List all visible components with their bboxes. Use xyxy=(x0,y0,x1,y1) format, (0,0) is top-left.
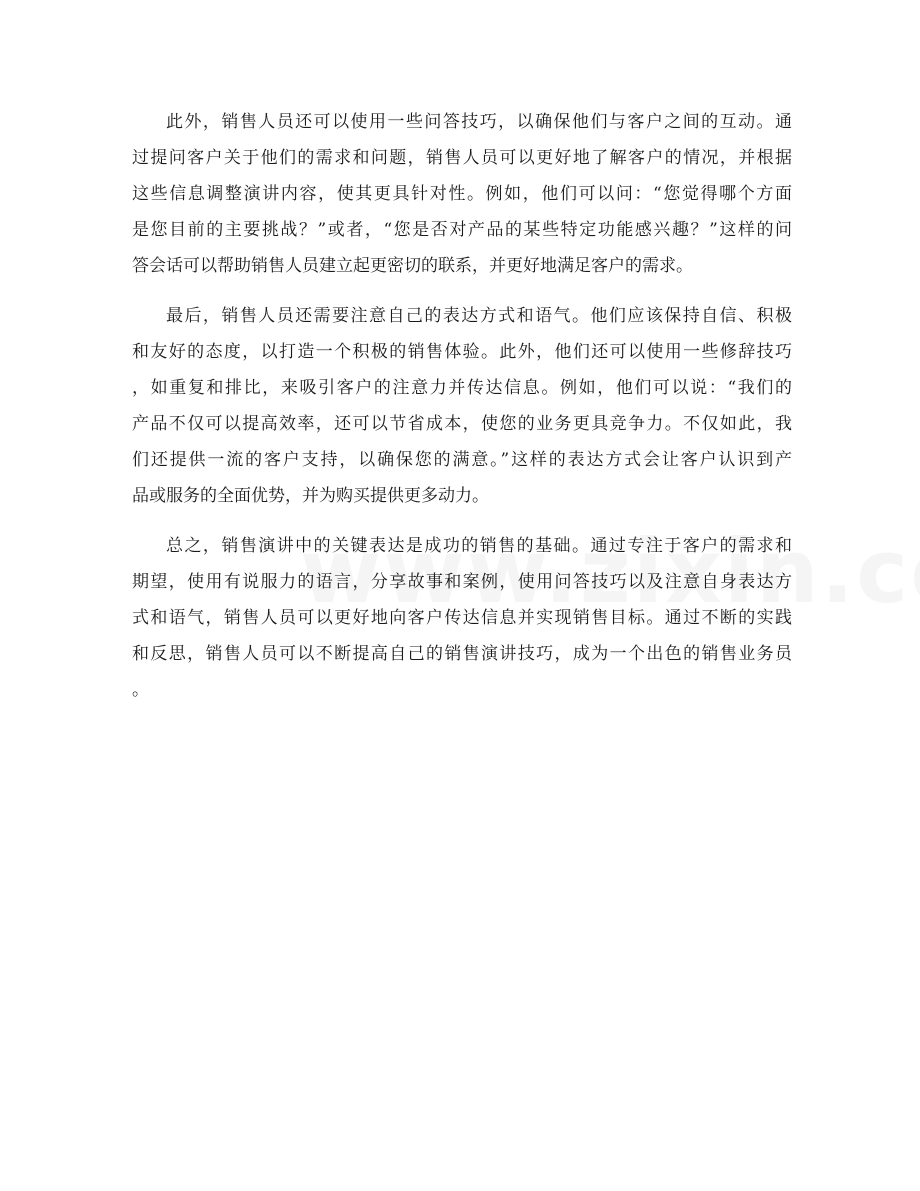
paragraph-line: 式和语气，销售人员可以更好地向客户传达信息并实现销售目标。通过不断的实践 xyxy=(132,608,792,628)
paragraph-line: 和友好的态度，以打造一个积极的销售体验。此外，他们还可以使用一些修辞技巧 xyxy=(132,342,792,362)
paragraph-line: 和反思，销售人员可以不断提高自己的销售演讲技巧，成为一个出色的销售业务员 xyxy=(132,644,792,664)
paragraph-line: 是您目前的主要挑战？”或者，“您是否对产品的某些特定功能感兴趣？”这样的问 xyxy=(132,220,792,240)
document-body xyxy=(132,104,792,722)
paragraph-qa-techniques xyxy=(132,104,792,284)
paragraph-line: 此外，销售人员还可以使用一些问答技巧，以确保他们与客户之间的互动。通 xyxy=(166,112,792,132)
paragraph-line: 。 xyxy=(132,680,149,700)
paragraph-line: 产品不仅可以提高效率，还可以节省成本，使您的业务更具竞争力。不仅如此，我 xyxy=(132,414,792,434)
paragraph-line: 总之，销售演讲中的关键表达是成功的销售的基础。通过专注于客户的需求和 xyxy=(166,536,792,556)
paragraph-line: 过提问客户关于他们的需求和问题，销售人员可以更好地了解客户的情况，并根据 xyxy=(132,148,792,168)
paragraph-line: 品或服务的全面优势，并为购买提供更多动力。 xyxy=(132,486,489,506)
paragraph-line: 答会话可以帮助销售人员建立起更密切的联系，并更好地满足客户的需求。 xyxy=(132,256,693,276)
paragraph-line: ，如重复和排比，来吸引客户的注意力并传达信息。例如，他们可以说：“我们的 xyxy=(132,378,792,398)
paragraph-line: 们还提供一流的客户支持，以确保您的满意。”这样的表达方式会让客户认识到产 xyxy=(132,450,792,470)
paragraph-conclusion xyxy=(132,528,792,708)
paragraph-expression-tone xyxy=(132,298,792,514)
paragraph-line: 期望，使用有说服力的语言，分享故事和案例，使用问答技巧以及注意自身表达方 xyxy=(132,572,792,592)
paragraph-line: 这些信息调整演讲内容，使其更具针对性。例如，他们可以问：“您觉得哪个方面 xyxy=(132,184,792,204)
paragraph-line: 最后，销售人员还需要注意自己的表达方式和语气。他们应该保持自信、积极 xyxy=(166,306,792,326)
